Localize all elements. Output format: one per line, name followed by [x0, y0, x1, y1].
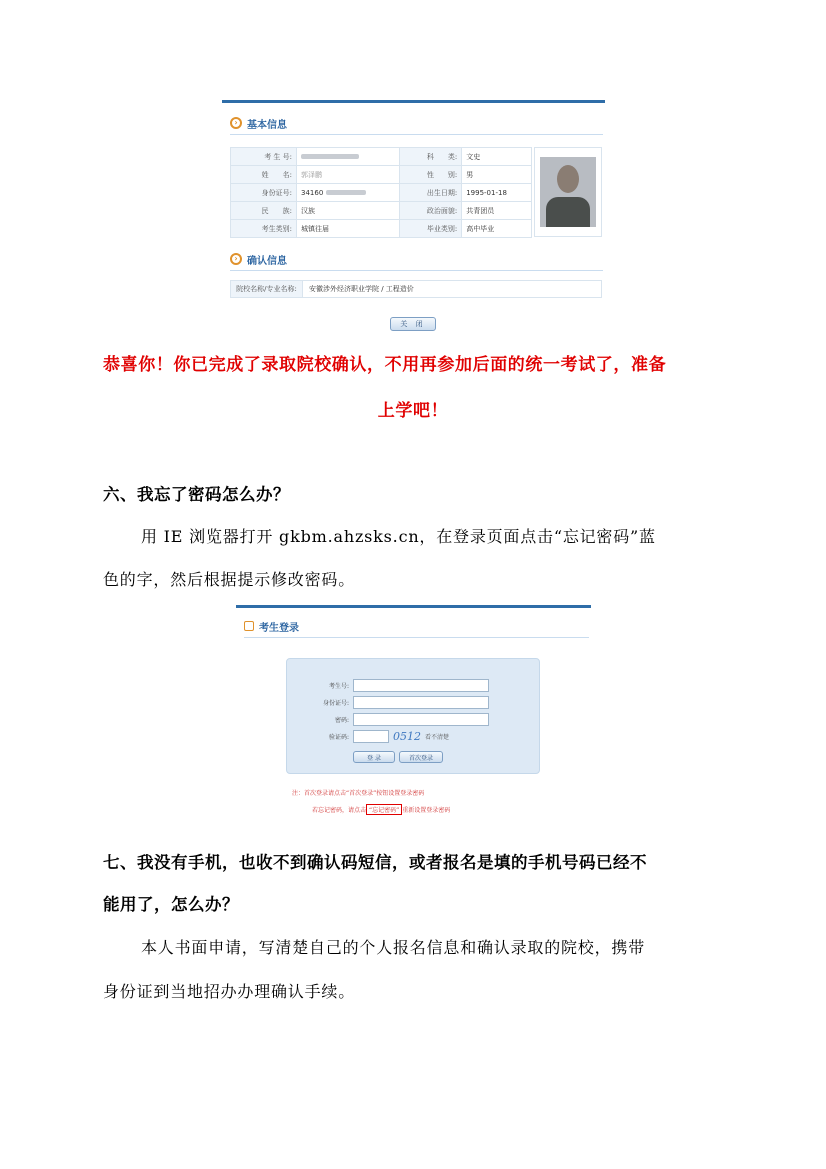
forgot-note-prefix: 若忘记密码，请点击 [312, 807, 367, 814]
lock-icon [244, 621, 254, 631]
congrats-text-continued: 上学吧！ [377, 401, 449, 421]
captcha-refresh-link[interactable]: 看不清楚 [425, 734, 450, 741]
chevron-right-icon: › [230, 117, 242, 129]
captcha-row [307, 730, 449, 743]
login-form [286, 658, 540, 774]
confirm-info-row [230, 280, 602, 298]
password-row [307, 713, 489, 726]
q6-paragraph-line1: 用 IE 浏览器打开 gkbm.ahzsks.cn，在登录页面点击“忘记密码”蓝 [141, 527, 656, 546]
login-screenshot [236, 605, 591, 828]
graduation-type-label: 毕业类别: [400, 220, 462, 238]
table-row [231, 148, 532, 166]
ethnicity-label: 民 族: [231, 202, 297, 220]
id-number-input[interactable] [353, 696, 489, 709]
login-header [244, 616, 299, 636]
forgot-note-suffix: 重新设置登录密码 [402, 807, 451, 814]
admission-info-screenshot [222, 100, 605, 336]
candidate-photo [540, 157, 596, 227]
login-title: 考生登录 [259, 622, 299, 634]
ethnicity-value: 汉族 [297, 202, 400, 220]
exam-number-label: 考生号: [328, 683, 349, 690]
basic-info-title: 基本信息 [247, 119, 287, 131]
first-login-note: 注：首次登录请点击“首次登录”按钮设置登录密码 [292, 790, 425, 797]
q7-heading-line2: 能用了，怎么办？ [103, 895, 239, 914]
chevron-right-icon: › [230, 253, 242, 265]
school-major-value: 安徽涉外经济职业学院 / 工程造价 [309, 285, 414, 293]
divider [230, 270, 603, 271]
table-row [231, 166, 532, 184]
first-login-button[interactable]: 首次登录 [399, 751, 443, 763]
candidate-type-value: 城镇往届 [297, 220, 400, 238]
divider [230, 134, 603, 135]
confirm-info-title: 确认信息 [247, 255, 287, 267]
login-button[interactable]: 登 录 [353, 751, 395, 763]
exam-number-row [307, 679, 489, 692]
id-number-label: 身份证号: [322, 700, 349, 707]
captcha-label: 验证码: [328, 734, 349, 741]
exam-number-label: 考 生 号: [231, 148, 297, 166]
id-number-label: 身份证号: [231, 184, 297, 202]
forgot-password-note [312, 804, 450, 815]
name-value: 郭泽鹏 [297, 166, 400, 184]
gender-label: 性 别: [400, 166, 462, 184]
close-button[interactable]: 关 闭 [390, 317, 436, 331]
table-row [231, 184, 532, 202]
basic-info-header [230, 113, 287, 133]
password-label: 密码: [334, 717, 349, 724]
exam-number-input[interactable] [353, 679, 489, 692]
captcha-image[interactable]: 0512 [393, 730, 421, 743]
q6-heading: 六、我忘了密码怎么办？ [103, 485, 290, 504]
q7-paragraph-line2: 身份证到当地招办办理确认手续。 [103, 982, 356, 1001]
political-status-label: 政治面貌: [400, 202, 462, 220]
congrats-text: 恭喜你！你已完成了录取院校确认，不用再参加后面的统一考试了，准备 [103, 355, 667, 375]
password-input[interactable] [353, 713, 489, 726]
political-status-value: 共青团员 [462, 202, 532, 220]
graduation-type-value: 高中毕业 [462, 220, 532, 238]
table-row [231, 202, 532, 220]
q7-paragraph-line1: 本人书面申请，写清楚自己的个人报名信息和确认录取的院校，携带 [141, 938, 646, 957]
subject-value: 文史 [462, 148, 532, 166]
captcha-input[interactable] [353, 730, 389, 743]
photo-cell [534, 147, 602, 237]
id-number-row [307, 696, 489, 709]
exam-number-value [297, 148, 400, 166]
gender-value: 男 [462, 166, 532, 184]
birthdate-label: 出生日期: [400, 184, 462, 202]
q7-heading-line1: 七、我没有手机，也收不到确认码短信，或者报名是填的手机号码已经不 [103, 853, 647, 872]
divider [244, 637, 589, 638]
table-row [231, 220, 532, 238]
name-label: 姓 名: [231, 166, 297, 184]
school-major-label: 院校名称/专业名称: [231, 281, 303, 297]
birthdate-value: 1995-01-18 [462, 184, 532, 202]
q6-paragraph-line2: 色的字，然后根据提示修改密码。 [103, 570, 356, 589]
id-number-value: 34160 [297, 184, 400, 202]
forgot-password-link[interactable]: “忘记密码” [366, 804, 402, 815]
subject-label: 科 类: [400, 148, 462, 166]
confirm-info-header [230, 249, 287, 269]
candidate-type-label: 考生类别: [231, 220, 297, 238]
basic-info-table [230, 147, 532, 238]
